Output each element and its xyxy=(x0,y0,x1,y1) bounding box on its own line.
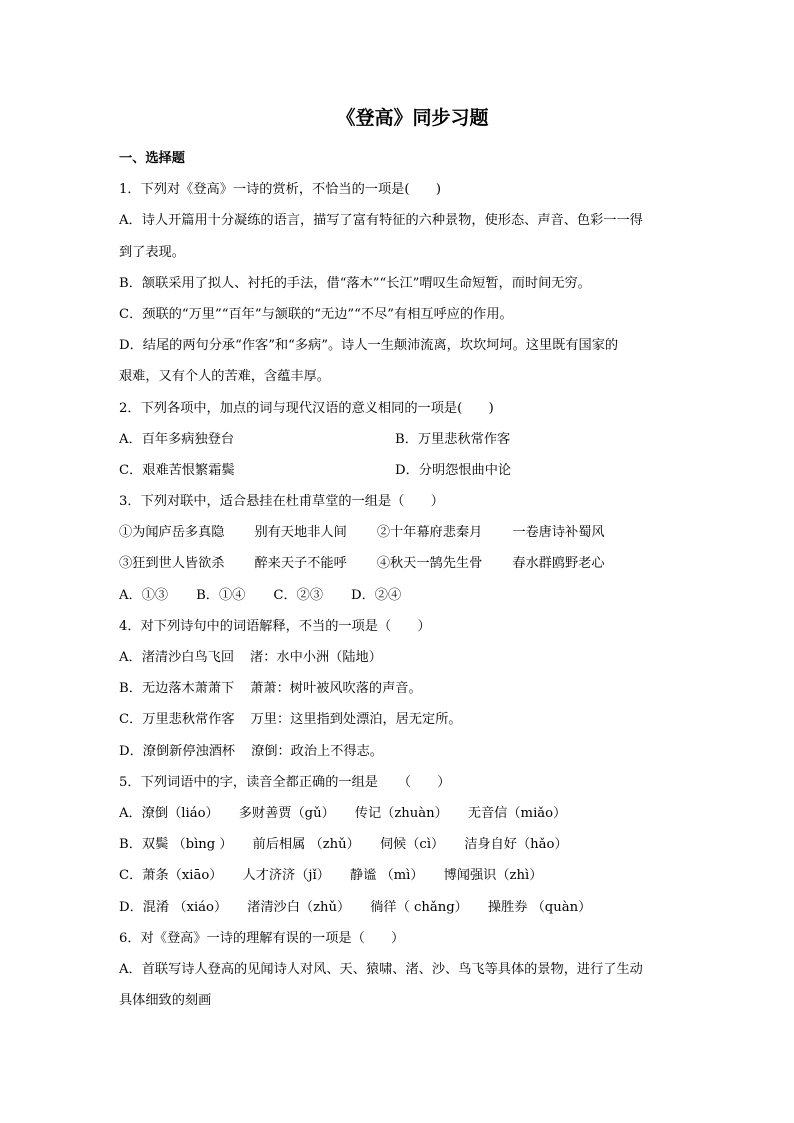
couplet-1-second: 别有天地非人间 xyxy=(254,525,347,541)
question-4-option-b-def: 萧萧：树叶被风吹落的声音。 xyxy=(250,681,422,697)
question-2-option-b: B．万里悲秋常作客 xyxy=(395,431,511,447)
question-5-c-word-3: 静谧 （mì） xyxy=(349,868,424,884)
question-4-option-c xyxy=(119,704,694,735)
question-1-option-b: B．颔联采用了拟人、衬托的手法，借“落木”“长江”喟叹生命短暂，而时间无穷。 xyxy=(119,275,591,291)
question-5-b-word-4: 洁身自好（hǎo） xyxy=(464,837,568,853)
couplet-4-first: ④秋天一鹄先生骨 xyxy=(376,556,483,572)
couplet-3-first: ③狂到世人皆欲杀 xyxy=(119,556,225,572)
question-6-option-a-cont: 具体细致的刻画 xyxy=(119,993,212,1009)
document-title: 《登高》同步习题 xyxy=(336,107,489,129)
question-4-option-d xyxy=(119,736,694,767)
question-5-b-word-2: 前后相属 （zhǔ） xyxy=(252,837,360,853)
question-3-option-a: A．①③ xyxy=(119,587,169,603)
question-5-a-word-1: A．潦倒（liáo） xyxy=(119,805,219,821)
question-3-stem: 3．下列对联中，适合悬挂在杜甫草堂的一组是（ ） xyxy=(119,494,444,510)
question-3-couplets-row-2 xyxy=(119,548,694,579)
question-5-a-word-4: 无音信（miǎo） xyxy=(467,805,567,821)
question-5-d-word-4: 操胜券 （quàn） xyxy=(487,899,592,915)
question-4-option-c-def: 万里：这里指到处漂泊，居无定所。 xyxy=(250,712,462,728)
question-3-option-d: D．②④ xyxy=(351,587,402,603)
question-6-option-a: A．首联写诗人登高的见闻诗人对风、天、猿啸、渚、沙、鸟飞等具体的景物，进行了生动 xyxy=(119,961,643,977)
question-1-option-d-cont: 艰难，又有个人的苦难，含蕴丰厚。 xyxy=(119,369,330,385)
question-5-d-word-1: D．混淆 （xiáo） xyxy=(119,899,228,915)
question-1-stem: 1．下列对《登高》一诗的赏析，不恰当的一项是( ) xyxy=(119,182,441,198)
question-4-option-d-def: 潦倒：政治上不得志。 xyxy=(251,743,383,759)
question-2-option-a: A．百年多病独登台 xyxy=(119,431,235,447)
question-3-option-b: B．①④ xyxy=(196,587,246,603)
question-4-option-b-line: B．无边落木萧萧下 xyxy=(119,681,235,697)
question-5-option-c xyxy=(119,860,694,891)
couplet-2-second: 一卷唐诗补蜀风 xyxy=(512,525,605,541)
question-2-option-d: D．分明怨恨曲中论 xyxy=(395,462,512,478)
question-3-answers xyxy=(119,580,694,611)
couplet-3-second: 醉来天子不能呼 xyxy=(254,556,347,572)
section-heading: 一、选择题 xyxy=(119,151,185,166)
question-3-option-c: C．②③ xyxy=(273,587,324,603)
question-5-c-word-1: C．萧条（xiāo） xyxy=(119,868,223,884)
question-5-option-d xyxy=(119,892,694,923)
question-4-option-c-line: C．万里悲秋常作客 xyxy=(119,712,235,728)
question-1-option-c: C．颈联的“万里”“百年”与颔联的“无边”“不尽”有相互呼应的作用。 xyxy=(119,306,513,322)
couplet-2-first: ②十年幕府悲秦月 xyxy=(376,525,483,541)
question-5-c-word-4: 博闻强识（zhì） xyxy=(443,868,543,884)
question-5-b-word-1: B．双鬓 （bìng ） xyxy=(119,837,233,853)
couplet-1-first: ①为闻庐岳多真隐 xyxy=(119,525,225,541)
question-4-option-d-line: D．潦倒新停浊酒杯 xyxy=(119,743,236,759)
question-5-d-word-3: 徜徉（ chǎng） xyxy=(370,899,468,915)
question-4-option-a-line: A．渚清沙白鸟飞回 xyxy=(119,650,235,665)
couplet-4-second: 春水群鸥野老心 xyxy=(512,556,605,572)
question-5-stem: 5．下列词语中的字，读音全都正确的一组是 （ ） xyxy=(119,774,451,790)
question-4-stem: 4．对下列诗句中的词语解释，不当的一项是（ ） xyxy=(119,618,431,634)
question-5-option-b xyxy=(119,829,694,860)
question-5-a-word-3: 传记（zhuàn） xyxy=(354,805,448,821)
question-1-option-a-cont: 到了表现。 xyxy=(119,244,185,260)
question-2-option-c: C．艰难苦恨繁霜鬓 xyxy=(119,462,235,478)
question-4-option-a xyxy=(119,642,694,673)
question-4-option-b xyxy=(119,673,694,704)
question-2-row-ab xyxy=(119,424,694,455)
question-2-row-cd xyxy=(119,455,694,486)
question-1-option-d: D．结尾的两句分承“作客”和“多病”。诗人一生颠沛流离，坎坎坷坷。这里既有国家的 xyxy=(119,338,619,354)
question-5-option-a xyxy=(119,798,694,829)
question-1-option-a: A．诗人开篇用十分凝练的语言，描写了富有特征的六种景物，使形态、声音、色彩一一得 xyxy=(119,213,643,229)
question-4-option-a-def: 渚：水中小洲（陆地） xyxy=(250,650,382,665)
question-5-d-word-2: 渚清沙白（zhǔ） xyxy=(247,899,351,915)
question-6-stem: 6．对《登高》一诗的理解有误的一项是（ ） xyxy=(119,930,405,946)
question-5-a-word-2: 多财善贾（gǔ） xyxy=(238,805,335,821)
question-3-couplets-row-1 xyxy=(119,517,694,548)
question-5-c-word-2: 人才济济（jǐ） xyxy=(242,868,330,884)
question-5-b-word-3: 伺候（cì） xyxy=(379,837,445,853)
question-2-stem: 2．下列各项中，加点的词与现代汉语的意义相同的一项是( ) xyxy=(119,400,494,416)
